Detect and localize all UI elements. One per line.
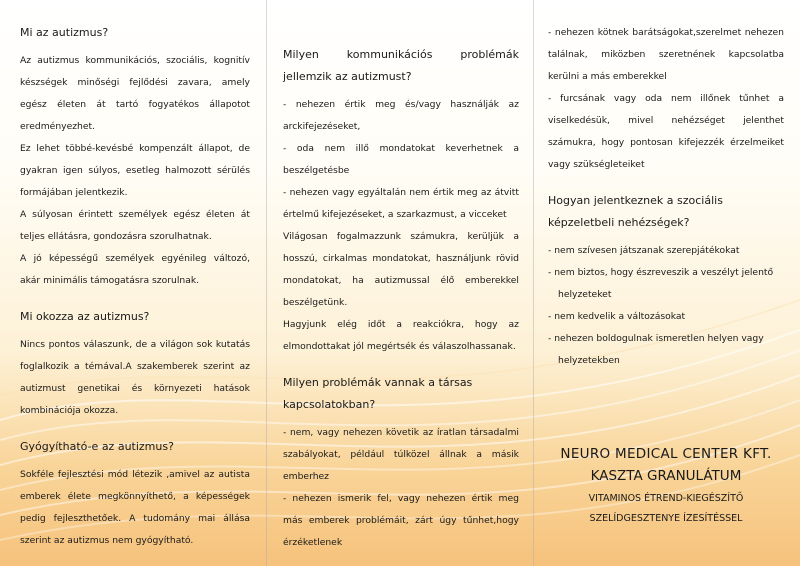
section-causes: [20, 306, 250, 422]
paragraph: - nehezen ismerik fel, vagy nehezen értik meg más emberek problémáit, zárt úgy tűnhet,hogy érzéketlenek: [283, 493, 519, 548]
paragraph: Az autizmus kommunikációs, szociális, kognitív készségek minőségi fejlődési zavara, amely egész életen át tartó fogyatékos állapotot eredményezhet.: [20, 55, 250, 132]
paragraph: - nem, vagy nehezen követik az íratlan társadalmi szabályokat, például túlközel állnak a másik emberhez: [283, 427, 519, 482]
product-flavor: SZELÍDGESZTENYE ÍZESÍTÉSSEL: [589, 513, 743, 524]
paragraph: Sokféle fejlesztési mód létezik ,amivel az autista emberek élete megkönnyíthető, a képességek pedig fejleszthetőek. A tudomány mai állása szerint az autizmus nem gyógyítható.: [20, 469, 250, 546]
paragraph: A súlyosan érintett személyek egész életen át teljes ellátásra, gondozásra szorulhatnak.: [20, 209, 250, 242]
paragraph: - nehezen kötnek barátságokat,szerelmet nehezen találnak, miközben szeretnének kapcsolatba kerülni a más emberekkel: [548, 27, 784, 82]
panel-left: [20, 22, 250, 566]
list-item: - nem szívesen játszanak szerepjátékokat: [548, 245, 740, 256]
panel-middle: [283, 44, 519, 568]
fold-line-left: [266, 0, 267, 566]
list-item: - nem biztos, hogy észreveszik a veszélyt jelentő: [548, 267, 774, 278]
list-item-continuation: helyzeteket: [558, 289, 612, 300]
section-what-is-autism: [20, 22, 250, 292]
section-title: Mi okozza az autizmus?: [20, 310, 150, 323]
paragraph: - oda nem illő mondatokat keverhetnek a beszélgetésbe: [283, 143, 519, 176]
section-imagination-difficulties: [548, 190, 784, 372]
paragraph: A jó képességű személyek egyénileg változó, akár minimális támogatásra szorulnak.: [20, 253, 250, 286]
section-title: Mi az autizmus?: [20, 26, 109, 39]
paragraph: - nehezen vagy egyáltalán nem értik meg az átvitt értelmű kifejezéseket, a szarkazmust, a vicceket: [283, 187, 519, 220]
section-communication-problems: [283, 44, 519, 358]
section-curable: [20, 436, 250, 552]
section-title: Gyógyítható-e az autizmus?: [20, 440, 174, 453]
list-item: - nem kedvelik a változásokat: [548, 311, 686, 322]
section-social-problems: [283, 372, 519, 554]
paragraph: - nehezen értik meg és/vagy használják az arckifejezéseket,: [283, 99, 519, 132]
paragraph: Ez lehet többé-kevésbé kompenzált állapot, de gyakran igen súlyos, esetleg halmozott sérülés formájában jelentkezik.: [20, 143, 250, 198]
product-name: KASZTA GRANULÁTUM: [590, 468, 742, 484]
list-item-continuation: helyzetekben: [558, 355, 620, 366]
panel-right: [548, 22, 784, 386]
paragraph: - furcsának vagy oda nem illőnek tűnhet a viselkedésük, mivel nehézséget jelenthet számukra, hogy pontosan kifejezzék érzelmeiket vagy szükségleteiket: [548, 93, 784, 170]
company-block: [548, 443, 784, 529]
company-name: NEURO MEDICAL CENTER KFT.: [560, 446, 772, 462]
fold-line-right: [533, 0, 534, 566]
paragraph: Hagyjunk elég időt a reakciókra, hogy az elmondottakat jól megértsék és válaszolhassanak.: [283, 319, 519, 352]
section-title: Hogyan jelentkeznek a szociális képzeletbeli nehézségek?: [548, 194, 723, 229]
paragraph: Világosan fogalmazzunk számukra, kerüljük a hosszú, cirkalmas mondatokat, használjunk rövid mondatokat, ha autizmussal élő emberekkel beszélgetünk.: [283, 231, 519, 308]
section-social-continued: [548, 22, 784, 176]
product-description: VITAMINOS ÉTREND-KIEGÉSZÍTŐ: [588, 493, 744, 504]
paragraph: Nincs pontos válaszunk, de a világon sok kutatás foglalkozik a témával.A szakemberek szerint az autizmust genetikai és környezeti hatások kombinációja okozza.: [20, 339, 250, 416]
section-title: Milyen problémák vannak a társas kapcsolatokban?: [283, 376, 473, 411]
section-title: Milyen kommunikációs problémák jellemzik az autizmust?: [283, 48, 519, 83]
list-item: - nehezen boldogulnak ismeretlen helyen vagy: [548, 333, 764, 344]
